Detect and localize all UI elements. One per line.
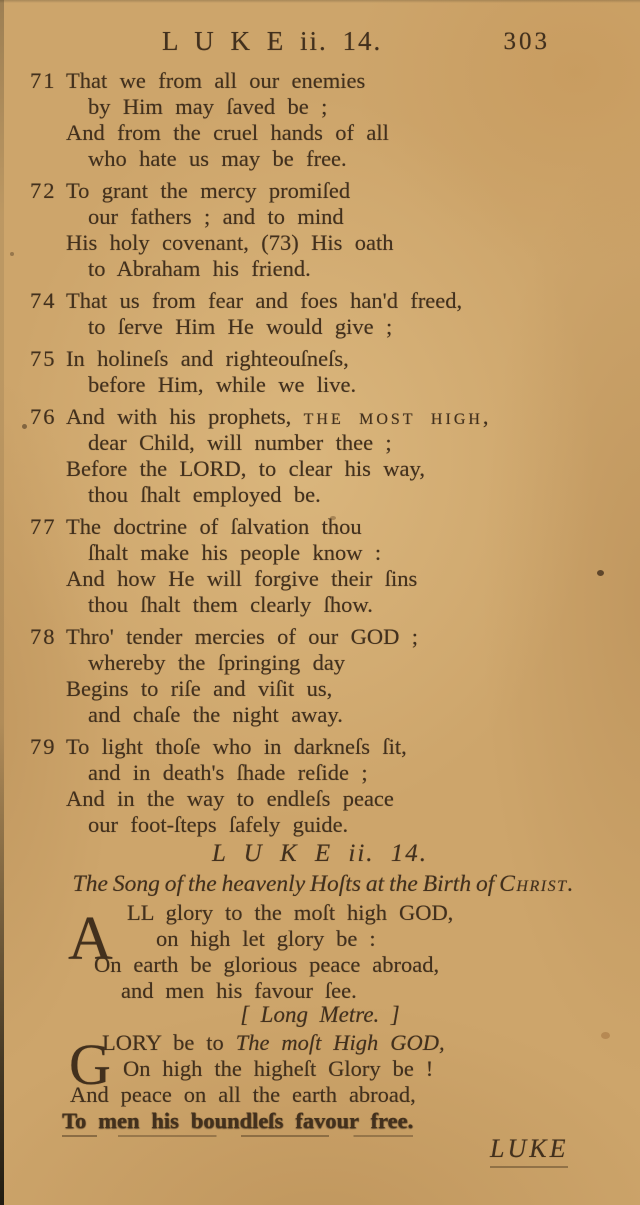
verse-76	[0, 404, 640, 508]
catchword: LUKE	[490, 1134, 568, 1168]
verse-line: before Him, while we live.	[88, 372, 357, 397]
small-caps-phrase: Christ	[499, 871, 568, 897]
verse-line: our foot-ſteps ſafely guide.	[88, 812, 349, 837]
verse-line: His holy covenant, (73) His oath	[66, 230, 394, 255]
verse-line: thou ſhalt employed be.	[88, 482, 321, 507]
page-header	[0, 26, 640, 66]
verse-line: by Him may ſaved be ;	[88, 94, 328, 119]
ink-speck	[22, 424, 27, 429]
verse-line: to ſerve Him He would give ;	[88, 314, 393, 339]
verse-line: That us from fear and foes han'd freed,	[66, 288, 463, 313]
drop-cap: G	[69, 1032, 111, 1097]
verse-line: Begins to riſe and viſit us,	[66, 676, 333, 701]
verse-number: 71	[30, 68, 57, 93]
verse-line: To grant the mercy promiſed	[66, 178, 351, 203]
verse-line: That we from all our enemies	[66, 68, 366, 93]
verse-line: thou ſhalt them clearly ſhow.	[88, 592, 373, 617]
verse-block	[0, 68, 640, 844]
verse-line-text: And with his prophets,	[66, 404, 304, 429]
verse-77	[0, 514, 640, 618]
verse-number: 77	[30, 514, 57, 539]
verse-line: In holineſs and righteouſneſs,	[66, 346, 349, 371]
section-heading: L U K E ii. 14.	[211, 840, 429, 867]
ink-speck	[10, 252, 14, 256]
subtitle-text: The Song of the heavenly Hoſts at the Birth of	[72, 871, 500, 897]
stanza-line: and men his favour ſee.	[121, 978, 357, 1003]
verse-line: and in death's ſhade reſide ;	[88, 760, 368, 785]
verse-number: 75	[30, 346, 57, 371]
verse-line: whereby the ſpringing day	[88, 650, 346, 675]
verse-number: 79	[30, 734, 57, 759]
verse-number: 76	[30, 404, 57, 429]
hymn-subtitle	[28, 871, 618, 898]
foxing-spot	[601, 1032, 610, 1039]
verse-74	[0, 288, 640, 340]
running-title: L U K E ii. 14.	[162, 26, 383, 56]
drop-cap: A	[68, 905, 113, 973]
stanza-2	[62, 1030, 445, 1137]
verse-line	[66, 404, 640, 430]
stanza-line-text: LORY be to	[102, 1030, 236, 1055]
verse-72	[0, 178, 640, 282]
verse-line: our fathers ; and to mind	[88, 204, 344, 229]
verse-75	[0, 346, 640, 398]
verse-78	[0, 624, 640, 728]
italic-phrase: The moſt High GOD,	[235, 1030, 445, 1055]
stanza-line: And peace on all the earth abroad,	[70, 1082, 416, 1107]
verse-number: 74	[30, 288, 57, 313]
ink-speck	[330, 516, 336, 520]
verse-number: 78	[30, 624, 57, 649]
verse-71	[0, 68, 640, 172]
verse-line: to Abraham his friend.	[88, 256, 311, 281]
verse-line: and chaſe the night away.	[88, 702, 343, 727]
stanza-line: On earth be glorious peace abroad,	[94, 952, 440, 977]
verse-number: 72	[30, 178, 57, 203]
verse-line: To light thoſe who in darkneſs ſit,	[66, 734, 407, 759]
verse-line: Before the LORD, to clear his way,	[66, 456, 425, 481]
verse-line: ſhalt make his people know :	[88, 540, 382, 565]
verse-line: dear Child, will number thee ;	[88, 430, 392, 455]
ink-speck	[597, 570, 604, 576]
verse-line: Thro' tender mercies of our GOD ;	[66, 624, 418, 649]
stanza-line: On high the higheſt Glory be !	[123, 1056, 434, 1081]
small-caps-phrase: the most high	[303, 404, 483, 429]
stanza-line	[102, 1030, 445, 1056]
verse-line: who hate us may be free.	[88, 146, 347, 171]
verse-line-text: ,	[482, 404, 489, 429]
verse-line: And from the cruel hands of all	[66, 120, 389, 145]
stanza-line: LL glory to the moſt high GOD,	[127, 900, 454, 925]
verse-line: And how He will forgive their ſins	[66, 566, 418, 591]
page-number: 303	[503, 28, 550, 55]
subtitle-text: .	[567, 871, 574, 897]
metre-note: [ Long Metre. ]	[240, 1002, 400, 1027]
stanza-1	[68, 900, 453, 1004]
verse-line: And in the way to endleſs peace	[66, 786, 394, 811]
stanza-line-smudged: To men his boundleſs favour free.	[62, 1108, 413, 1137]
verse-line: The doctrine of ſalvation thou	[66, 514, 362, 539]
verse-79	[0, 734, 640, 838]
stanza-line: on high let glory be :	[156, 926, 376, 951]
